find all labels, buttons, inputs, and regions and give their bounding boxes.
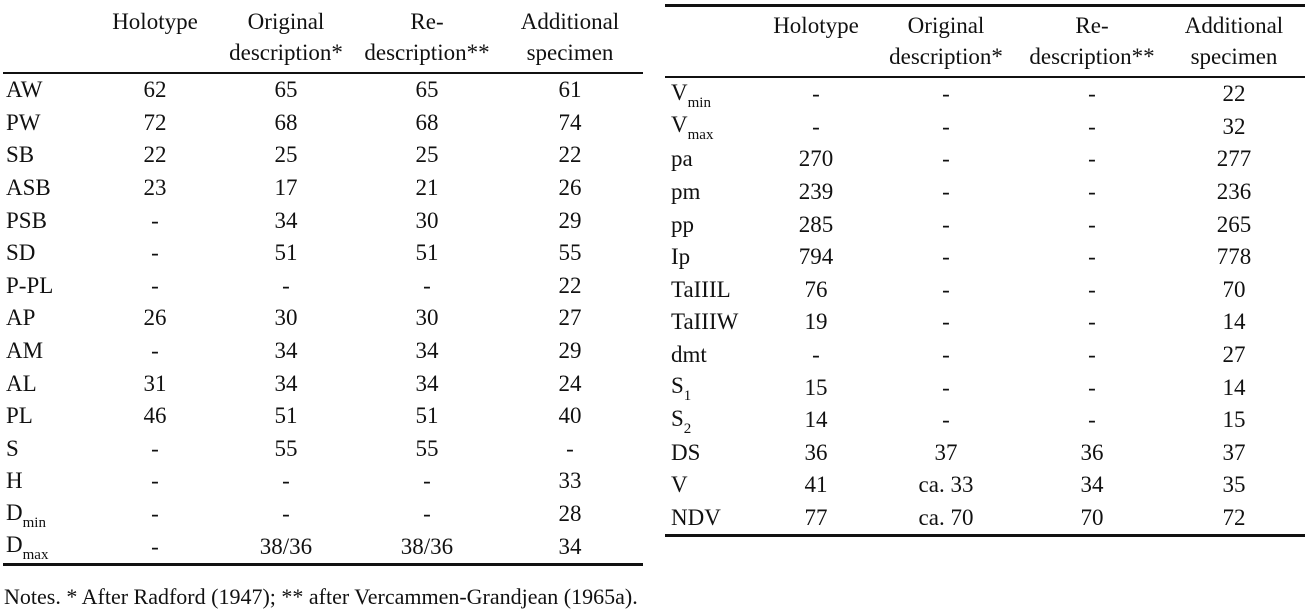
- column-header-line: Additional: [520, 9, 620, 34]
- table-cell: 36: [804, 439, 828, 465]
- table-cell: -: [1088, 146, 1096, 172]
- table-cell: 34: [558, 533, 582, 559]
- table-cell: -: [1088, 342, 1096, 368]
- column-header: [3, 4, 95, 73]
- table-cell: 34: [415, 338, 439, 364]
- table-cell: -: [942, 81, 950, 107]
- table-row: [665, 241, 1305, 274]
- table-cell: 17: [274, 175, 298, 201]
- table-header-row: [665, 6, 1305, 78]
- measurements-table-left: [3, 4, 643, 566]
- table-cell: 65: [415, 77, 439, 103]
- row-label: [3, 204, 95, 237]
- table-cell: -: [423, 468, 431, 494]
- column-header: [357, 4, 497, 73]
- table-cell: -: [942, 244, 950, 270]
- table-cell: 72: [1222, 505, 1246, 531]
- table-cell: -: [942, 179, 950, 205]
- table-row: [3, 139, 643, 172]
- table-cell: -: [151, 468, 159, 494]
- table-cell: 55: [415, 435, 439, 461]
- row-label: [665, 274, 761, 307]
- table-cell: 61: [558, 77, 582, 103]
- row-label: [3, 107, 95, 140]
- table-cell: 68: [415, 109, 439, 135]
- table-cell: -: [1088, 244, 1096, 270]
- table-cell: 72: [143, 109, 167, 135]
- row-label-text: TaIIIW: [671, 309, 739, 335]
- table-cell: 55: [274, 435, 298, 461]
- table-cell: -: [423, 501, 431, 527]
- row-label: [665, 339, 761, 372]
- table-cell: -: [423, 272, 431, 298]
- row-label-subscript: min: [22, 514, 46, 531]
- table-row: [665, 143, 1305, 176]
- table-cell: 14: [1222, 374, 1246, 400]
- table-cell: -: [151, 272, 159, 298]
- table-row: [3, 498, 643, 531]
- table-cell: -: [942, 374, 950, 400]
- table-cell: 277: [1216, 146, 1252, 172]
- table-cell: 51: [274, 240, 298, 266]
- column-header-line: description**: [1029, 44, 1155, 69]
- row-label-text: S: [671, 373, 684, 399]
- table-cell: 74: [558, 109, 582, 135]
- row-label: [3, 172, 95, 205]
- row-label: [3, 270, 95, 303]
- table-cell: 37: [1222, 439, 1246, 465]
- table-cell: -: [1088, 113, 1096, 139]
- table-cell: 31: [143, 370, 167, 396]
- table-row: [3, 302, 643, 335]
- table-cell: 22: [558, 142, 582, 168]
- table-row: [665, 111, 1305, 144]
- row-label-text: pa: [671, 146, 693, 172]
- table-cell: 30: [274, 305, 298, 331]
- row-label: [3, 530, 95, 564]
- column-header-line: specimen: [526, 40, 614, 65]
- table-cell: 25: [274, 142, 298, 168]
- row-label-text: AP: [6, 305, 36, 331]
- table-cell: -: [942, 407, 950, 433]
- row-label-text: V: [671, 112, 688, 138]
- table-cell: 23: [143, 175, 167, 201]
- table-cell: -: [282, 272, 290, 298]
- table-notes: Notes. * After Radford (1947); ** after Vercammen-Grandjean (1965a).: [4, 584, 638, 609]
- table-cell: 22: [143, 142, 167, 168]
- row-label: [665, 469, 761, 502]
- table-cell: 65: [274, 77, 298, 103]
- table-cell: 36: [1080, 439, 1104, 465]
- table-row: [665, 77, 1305, 111]
- row-label-text: pm: [671, 179, 701, 205]
- table-cell: 239: [798, 179, 834, 205]
- table-cell: 40: [558, 403, 582, 429]
- table-cell: 30: [415, 207, 439, 233]
- row-label-text: PL: [6, 403, 33, 429]
- table-cell: 70: [1222, 276, 1246, 302]
- table-cell: -: [1088, 309, 1096, 335]
- column-header: [1163, 6, 1305, 78]
- table-cell: 41: [804, 472, 828, 498]
- row-label: [665, 208, 761, 241]
- row-label-text: P-PL: [6, 272, 54, 298]
- row-label: [3, 139, 95, 172]
- row-label-text: AL: [6, 370, 37, 396]
- table-cell: 236: [1216, 179, 1252, 205]
- table-cell: -: [942, 146, 950, 172]
- column-header: [95, 4, 215, 73]
- column-header: [497, 4, 643, 73]
- row-label-subscript: max: [687, 127, 714, 144]
- column-header: [871, 6, 1021, 78]
- column-header: [215, 4, 357, 73]
- row-label-text: D: [6, 532, 23, 558]
- table-row: [3, 172, 643, 205]
- row-label-subscript: 2: [683, 420, 692, 437]
- row-label: [665, 306, 761, 339]
- row-label: [665, 241, 761, 274]
- table-cell: -: [942, 113, 950, 139]
- table-cell: 270: [798, 146, 834, 172]
- column-header-line: specimen: [1190, 44, 1278, 69]
- table-cell: 51: [415, 240, 439, 266]
- table-cell: 15: [804, 374, 828, 400]
- table-cell: 22: [558, 272, 582, 298]
- table-cell: 285: [798, 211, 834, 237]
- table-cell: ca. 70: [918, 505, 974, 531]
- row-label: [665, 437, 761, 470]
- row-label-text: DS: [671, 439, 701, 465]
- row-label-text: SB: [6, 142, 35, 168]
- row-label: [3, 367, 95, 400]
- row-label-subscript: max: [22, 547, 49, 564]
- row-label-text: NDV: [671, 505, 721, 531]
- table-cell: 37: [934, 439, 958, 465]
- table-row: [3, 204, 643, 237]
- row-label: [3, 302, 95, 335]
- table-cell: 14: [1222, 309, 1246, 335]
- table-row: [3, 433, 643, 466]
- table-cell: 55: [558, 240, 582, 266]
- table-cell: 34: [274, 338, 298, 364]
- row-label-text: AM: [6, 338, 44, 364]
- row-label-text: dmt: [671, 342, 707, 368]
- table-cell: -: [1088, 276, 1096, 302]
- table-cell: 70: [1080, 505, 1104, 531]
- table-cell: -: [1088, 374, 1096, 400]
- row-label-subscript: 1: [683, 388, 692, 405]
- row-label-text: TaIIIL: [671, 276, 731, 302]
- table-row: [665, 371, 1305, 404]
- table-row: [3, 107, 643, 140]
- row-label-text: V: [671, 472, 688, 498]
- row-label: [665, 502, 761, 536]
- row-label-text: pp: [671, 211, 694, 237]
- table-cell: -: [566, 435, 574, 461]
- row-label: [3, 237, 95, 270]
- table-cell: 265: [1216, 211, 1252, 237]
- table-cell: -: [1088, 407, 1096, 433]
- row-label: [665, 404, 761, 437]
- row-label-text: AW: [6, 77, 43, 103]
- table-cell: 14: [804, 407, 828, 433]
- table-cell: 38/36: [259, 533, 313, 559]
- table-cell: 34: [1080, 472, 1104, 498]
- table-cell: 77: [804, 505, 828, 531]
- table-cell: 34: [274, 370, 298, 396]
- table-cell: 32: [1222, 113, 1246, 139]
- measurements-table-right: [665, 4, 1305, 537]
- table-cell: 35: [1222, 472, 1246, 498]
- column-header-line: Holotype: [773, 13, 859, 38]
- table-row: [3, 73, 643, 107]
- column-header-line: Holotype: [112, 9, 198, 34]
- column-header-line: Additional: [1184, 13, 1284, 38]
- table-cell: -: [151, 338, 159, 364]
- row-label: [665, 371, 761, 404]
- row-label: [665, 143, 761, 176]
- table-cell: -: [1088, 81, 1096, 107]
- table-row: [3, 400, 643, 433]
- table-row: [3, 237, 643, 270]
- table-cell: 76: [804, 276, 828, 302]
- table-cell: 26: [143, 305, 167, 331]
- row-label: [3, 498, 95, 531]
- table-cell: 22: [1222, 81, 1246, 107]
- table-cell: 15: [1222, 407, 1246, 433]
- table-cell: 51: [415, 403, 439, 429]
- table-row: [3, 270, 643, 303]
- table-cell: 28: [558, 501, 582, 527]
- row-label-text: S: [671, 405, 684, 431]
- row-label: [3, 433, 95, 466]
- table-cell: 27: [558, 305, 582, 331]
- row-label: [665, 77, 761, 111]
- table-cell: 30: [415, 305, 439, 331]
- table-row: [665, 274, 1305, 307]
- row-label: [3, 335, 95, 368]
- table-row: [665, 404, 1305, 437]
- table-cell: 68: [274, 109, 298, 135]
- table-cell: 46: [143, 403, 167, 429]
- row-label-text: S: [6, 435, 19, 461]
- column-header-line: description*: [889, 44, 1003, 69]
- table-cell: 26: [558, 175, 582, 201]
- row-label-text: ASB: [6, 175, 51, 201]
- table-row: [3, 367, 643, 400]
- table-row: [665, 306, 1305, 339]
- column-header-line: Re-: [410, 9, 444, 34]
- row-label: [3, 465, 95, 498]
- column-header-line: Re-: [1075, 13, 1109, 38]
- table-cell: -: [151, 240, 159, 266]
- row-label: [665, 111, 761, 144]
- row-label-text: D: [6, 499, 23, 525]
- table-row: [665, 469, 1305, 502]
- table-cell: 29: [558, 338, 582, 364]
- table-cell: -: [282, 468, 290, 494]
- row-label-text: Ip: [671, 244, 691, 270]
- table-cell: -: [812, 342, 820, 368]
- row-label-text: PW: [6, 109, 41, 135]
- column-header-line: Original: [247, 9, 325, 34]
- table-cell: 34: [274, 207, 298, 233]
- column-header: [761, 6, 871, 78]
- row-label: [665, 176, 761, 209]
- table-cell: -: [151, 501, 159, 527]
- table-cell: 794: [798, 244, 834, 270]
- table-cell: -: [812, 113, 820, 139]
- table-cell: 62: [143, 77, 167, 103]
- table-cell: 34: [415, 370, 439, 396]
- table-cell: 29: [558, 207, 582, 233]
- row-label: [3, 73, 95, 107]
- row-label-text: PSB: [6, 207, 47, 233]
- table-cell: -: [942, 342, 950, 368]
- table-cell: -: [942, 309, 950, 335]
- column-header: [665, 6, 761, 78]
- row-label-subscript: min: [687, 94, 711, 111]
- table-cell: 24: [558, 370, 582, 396]
- table-cell: 38/36: [400, 533, 454, 559]
- table-row: [665, 339, 1305, 372]
- table-cell: 33: [558, 468, 582, 494]
- row-label-text: SD: [6, 240, 36, 266]
- table-cell: 51: [274, 403, 298, 429]
- table-cell: -: [812, 81, 820, 107]
- table-cell: -: [1088, 179, 1096, 205]
- column-header: [1021, 6, 1163, 78]
- table-cell: 25: [415, 142, 439, 168]
- table-cell: 27: [1222, 342, 1246, 368]
- table-row: [665, 437, 1305, 470]
- table-cell: -: [282, 501, 290, 527]
- row-label-text: H: [6, 468, 23, 494]
- table-row: [3, 530, 643, 564]
- table-header-row: [3, 4, 643, 73]
- table-cell: 19: [804, 309, 828, 335]
- table-cell: -: [151, 207, 159, 233]
- row-label-text: V: [671, 79, 688, 105]
- table-cell: 778: [1216, 244, 1252, 270]
- row-label: [3, 400, 95, 433]
- column-header-line: Original: [907, 13, 985, 38]
- table-row: [665, 176, 1305, 209]
- table-row: [3, 335, 643, 368]
- table-cell: -: [151, 435, 159, 461]
- table-cell: 21: [415, 175, 439, 201]
- table-row: [665, 502, 1305, 536]
- table-cell: -: [942, 211, 950, 237]
- table-cell: -: [942, 276, 950, 302]
- table-row: [665, 208, 1305, 241]
- table-cell: -: [1088, 211, 1096, 237]
- table-cell: ca. 33: [918, 472, 974, 498]
- table-row: [3, 465, 643, 498]
- table-cell: -: [151, 533, 159, 559]
- column-header-line: description**: [364, 40, 490, 65]
- column-header-line: description*: [229, 40, 343, 65]
